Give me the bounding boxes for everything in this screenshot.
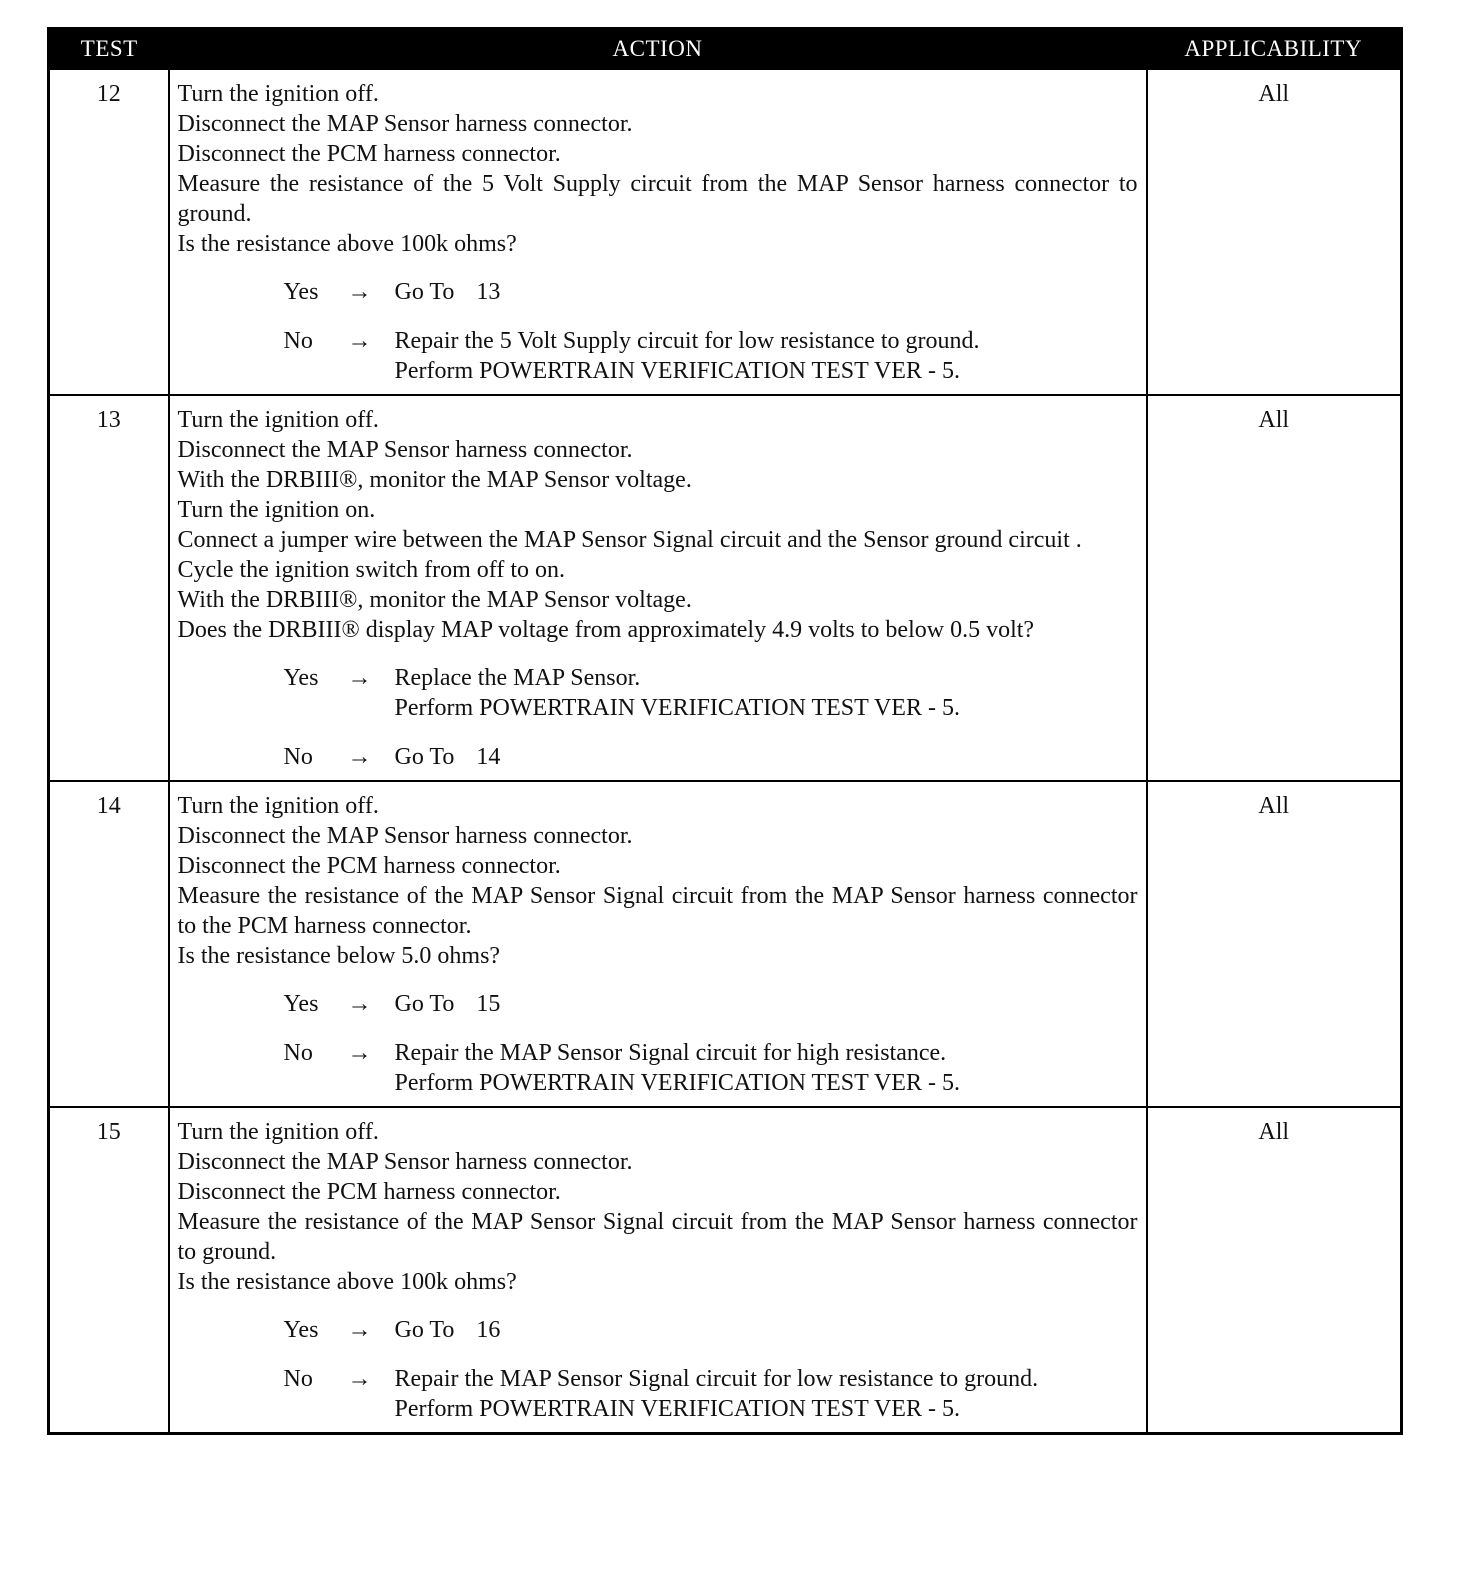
right-arrow-icon: →: [347, 665, 372, 691]
yes-outcome: [178, 989, 1138, 1019]
no-label: No: [283, 744, 313, 770]
step-text: Does the DRBIII® display MAP voltage from approximately 4.9 volts to below 0.5 volt?: [177, 617, 1035, 643]
test-number: 12: [49, 69, 169, 395]
action-cell: [169, 69, 1147, 395]
right-arrow-icon: →: [347, 991, 372, 1017]
step-text: Turn the ignition off.: [177, 793, 379, 819]
step-text: Cycle the ignition switch from off to on.: [177, 557, 566, 583]
no-label: No: [283, 1366, 313, 1392]
no-outcome: [178, 742, 1138, 772]
outcomes: [178, 277, 1138, 386]
step-text: Disconnect the PCM harness connector.: [177, 141, 561, 167]
yes-label: Yes: [283, 1317, 319, 1343]
step-text: Disconnect the MAP Sensor harness connector.: [177, 1149, 633, 1175]
header-action: ACTION: [169, 29, 1147, 70]
step-text: Measure the resistance of the MAP Sensor Signal circuit from the MAP Sensor harness connector to the PCM harness connector.: [177, 883, 1138, 939]
right-arrow-icon: →: [347, 1040, 372, 1066]
outcomes: [178, 663, 1138, 772]
result-line: Perform POWERTRAIN VERIFICATION TEST VER - 5.: [394, 1070, 960, 1096]
result-line: Perform POWERTRAIN VERIFICATION TEST VER - 5.: [394, 695, 960, 721]
table-row: [49, 1107, 1402, 1434]
right-arrow-icon: →: [347, 744, 372, 770]
no-label: No: [283, 328, 313, 354]
result-line: Repair the MAP Sensor Signal circuit for low resistance to ground.: [394, 1366, 1039, 1392]
no-outcome: [178, 1364, 1138, 1424]
step-text: Disconnect the PCM harness connector.: [177, 853, 561, 879]
goto-result: [395, 989, 1138, 1019]
no-outcome: [178, 326, 1138, 386]
goto-result: [395, 1315, 1138, 1345]
action-cell: [169, 395, 1147, 781]
goto-result: [395, 277, 1138, 307]
no-label: No: [283, 1040, 313, 1066]
repair-result: [395, 326, 1138, 386]
repair-result: [395, 1038, 1138, 1098]
goto-result: [395, 742, 1138, 772]
action-cell: [169, 1107, 1147, 1434]
goto-number: 16: [476, 1317, 501, 1343]
no-outcome: [178, 1038, 1138, 1098]
goto-text: Go To: [394, 279, 455, 305]
step-text: Measure the resistance of the MAP Sensor Signal circuit from the MAP Sensor harness connector to ground.: [177, 1209, 1138, 1265]
result-line: Repair the MAP Sensor Signal circuit for high resistance.: [394, 1040, 947, 1066]
header-applicability: APPLICABILITY: [1147, 29, 1402, 70]
step-text: Turn the ignition on.: [177, 497, 376, 523]
step-text: Disconnect the MAP Sensor harness connector.: [177, 111, 633, 137]
test-number: 14: [49, 781, 169, 1107]
result-line: Repair the 5 Volt Supply circuit for low resistance to ground.: [394, 328, 980, 354]
test-number: 15: [49, 1107, 169, 1434]
diagnostic-test-table: [47, 27, 1403, 1435]
goto-number: 14: [476, 744, 501, 770]
action-cell: [169, 781, 1147, 1107]
step-text: With the DRBIII®, monitor the MAP Sensor voltage.: [177, 587, 692, 613]
goto-text: Go To: [394, 1317, 455, 1343]
step-text: Disconnect the PCM harness connector.: [177, 1179, 561, 1205]
result-line: Replace the MAP Sensor.: [394, 665, 641, 691]
applicability-value: All: [1147, 781, 1402, 1107]
yes-outcome: [178, 1315, 1138, 1345]
applicability-value: All: [1147, 1107, 1402, 1434]
result-line: Perform POWERTRAIN VERIFICATION TEST VER - 5.: [394, 358, 960, 384]
goto-text: Go To: [394, 744, 455, 770]
repair-result: [395, 1364, 1138, 1424]
step-text: Turn the ignition off.: [177, 407, 379, 433]
right-arrow-icon: →: [347, 1366, 372, 1392]
test-number: 13: [49, 395, 169, 781]
goto-number: 13: [476, 279, 501, 305]
yes-outcome: [178, 277, 1138, 307]
repair-result: [395, 663, 1138, 723]
outcomes: [178, 989, 1138, 1098]
table-row: [49, 69, 1402, 395]
yes-label: Yes: [283, 991, 319, 1017]
yes-label: Yes: [283, 665, 319, 691]
right-arrow-icon: →: [347, 328, 372, 354]
outcomes: [178, 1315, 1138, 1424]
goto-number: 15: [476, 991, 501, 1017]
right-arrow-icon: →: [347, 1317, 372, 1343]
step-text: With the DRBIII®, monitor the MAP Sensor voltage.: [177, 467, 692, 493]
yes-outcome: [178, 663, 1138, 723]
table-row: [49, 395, 1402, 781]
step-text: Measure the resistance of the 5 Volt Supply circuit from the MAP Sensor harness connector to ground.: [177, 171, 1138, 227]
applicability-value: All: [1147, 395, 1402, 781]
step-text: Is the resistance above 100k ohms?: [177, 1269, 517, 1295]
step-text: Is the resistance above 100k ohms?: [177, 231, 517, 257]
step-text: Connect a jumper wire between the MAP Sensor Signal circuit and the Sensor ground circuit .: [177, 527, 1082, 553]
applicability-value: All: [1147, 69, 1402, 395]
step-text: Turn the ignition off.: [177, 81, 379, 107]
header-test: TEST: [49, 29, 169, 70]
right-arrow-icon: →: [347, 279, 372, 305]
diagnostic-page: [47, 27, 1400, 1435]
step-text: Turn the ignition off.: [177, 1119, 379, 1145]
yes-label: Yes: [283, 279, 319, 305]
table-header: [49, 29, 1402, 70]
step-text: Is the resistance below 5.0 ohms?: [177, 943, 501, 969]
step-text: Disconnect the MAP Sensor harness connector.: [177, 437, 633, 463]
result-line: Perform POWERTRAIN VERIFICATION TEST VER - 5.: [394, 1396, 960, 1422]
goto-text: Go To: [394, 991, 455, 1017]
step-text: Disconnect the MAP Sensor harness connector.: [177, 823, 633, 849]
table-row: [49, 781, 1402, 1107]
